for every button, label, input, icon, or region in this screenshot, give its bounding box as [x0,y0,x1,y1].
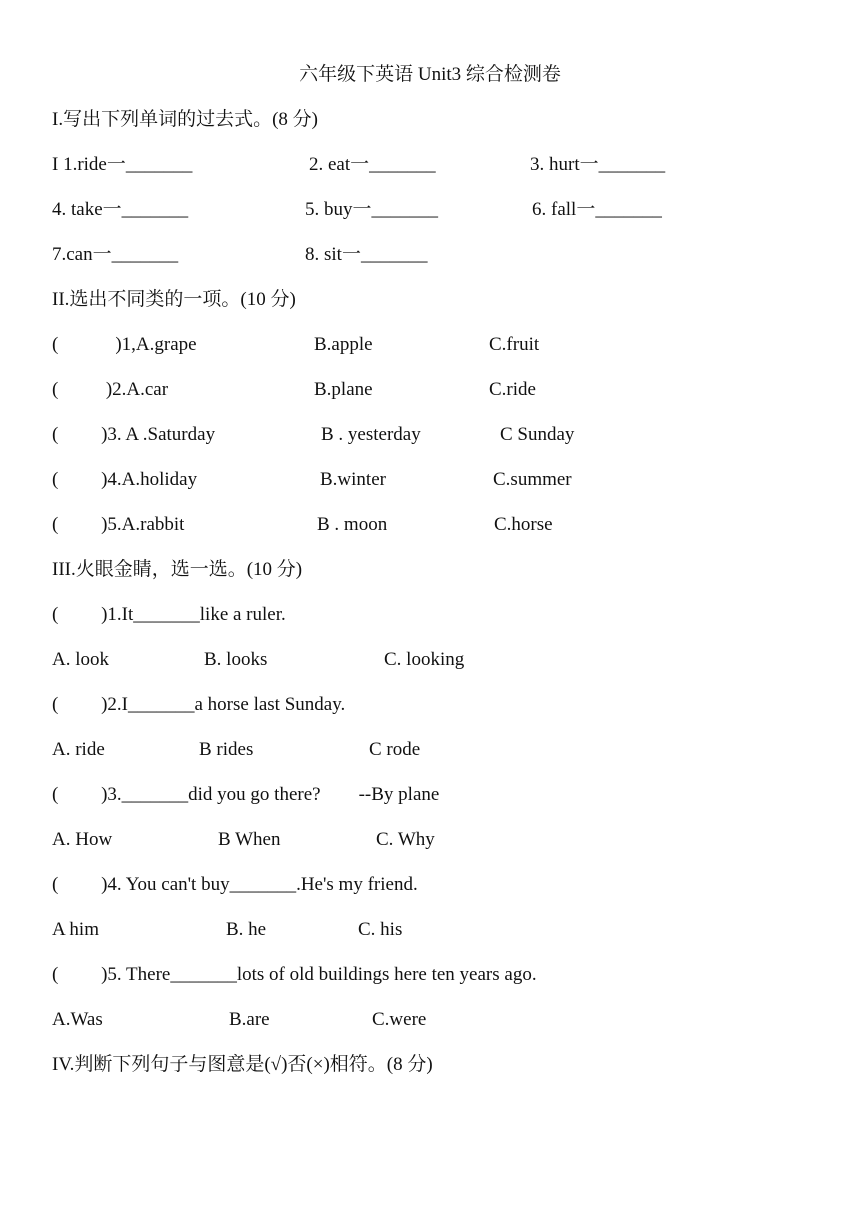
fill-blank-item: 7.can一_______ [52,244,179,265]
fill-blank-item: I 1.ride一_______ [52,154,193,175]
question-text: ( )2.I_______a horse last Sunday. [52,694,346,715]
question-text: ( )4. You can't buy_______.He's my friend. [52,874,418,895]
option-c: C.summer [493,469,572,490]
section-4-heading [0,1052,860,1078]
question-text: ( )5. There_______lots of old buildings here ten years ago. [52,964,537,985]
odd-one-out-item [0,512,860,538]
choice-options [0,1007,860,1033]
fill-blank-item: 6. fall一_______ [532,199,662,220]
option-b: B rides [199,739,254,760]
fill-blank-item: 4. take一_______ [52,199,189,220]
section-heading-text: IV.判断下列句子与图意是(√)否(×)相符。(8 分) [52,1054,433,1075]
question-option-a: ( )4.A.holiday [52,469,198,490]
section-heading-text: III.火眼金睛，选一选。(10 分) [52,559,303,580]
option-b: B.are [229,1009,270,1030]
section-2-heading [0,287,860,313]
choice-options [0,917,860,943]
fill-blank-item: 5. buy一_______ [305,199,439,220]
option-c: C Sunday [500,424,575,445]
odd-one-out-item [0,377,860,403]
fill-blank-item: 3. hurt一_______ [530,154,666,175]
option-c: C. looking [384,649,465,670]
option-c: C rode [369,739,421,760]
option-a: A him [52,919,99,940]
option-c: C.fruit [489,334,540,355]
odd-one-out-item [0,332,860,358]
section-1-row-3 [0,242,860,268]
section-3-heading [0,557,860,583]
choice-options [0,737,860,763]
option-a: A. How [52,829,113,850]
odd-one-out-item [0,467,860,493]
question-option-a: ( )1,A.grape [52,334,197,355]
question-text: ( )3._______did you go there? --By plane [52,784,440,805]
option-b: B.winter [320,469,386,490]
odd-one-out-item [0,422,860,448]
option-c: C.were [372,1009,427,1030]
choice-question [0,692,860,718]
question-text: ( )1.It_______like a ruler. [52,604,286,625]
question-option-a: ( )5.A.rabbit [52,514,185,535]
option-c: C. Why [376,829,435,850]
choice-question [0,872,860,898]
option-b: B. he [226,919,267,940]
section-1-row-2 [0,197,860,223]
option-c: C. his [358,919,403,940]
section-heading-text: I.写出下列单词的过去式。(8 分) [52,109,318,130]
section-heading-text: II.选出不同类的一项。(10 分) [52,289,296,310]
option-b: B . moon [317,514,388,535]
option-b: B. looks [204,649,268,670]
question-option-a: ( )2.A.car [52,379,169,400]
page-title: 六年级下英语 Unit3 综合检测卷 [299,64,561,85]
option-b: B . yesterday [321,424,421,445]
choice-options [0,647,860,673]
choice-question [0,962,860,988]
option-b: B.plane [314,379,373,400]
option-c: C.ride [489,379,536,400]
choice-options [0,827,860,853]
choice-question [0,782,860,808]
option-a: A. look [52,649,109,670]
section-1-heading [0,107,860,133]
option-b: B When [218,829,281,850]
option-a: A. ride [52,739,105,760]
fill-blank-item: 2. eat一_______ [309,154,436,175]
option-a: A.Was [52,1009,103,1030]
option-b: B.apple [314,334,373,355]
fill-blank-item: 8. sit一_______ [305,244,428,265]
question-option-a: ( )3. A .Saturday [52,424,216,445]
option-c: C.horse [494,514,553,535]
section-1-row-1 [0,152,860,178]
choice-question [0,602,860,628]
